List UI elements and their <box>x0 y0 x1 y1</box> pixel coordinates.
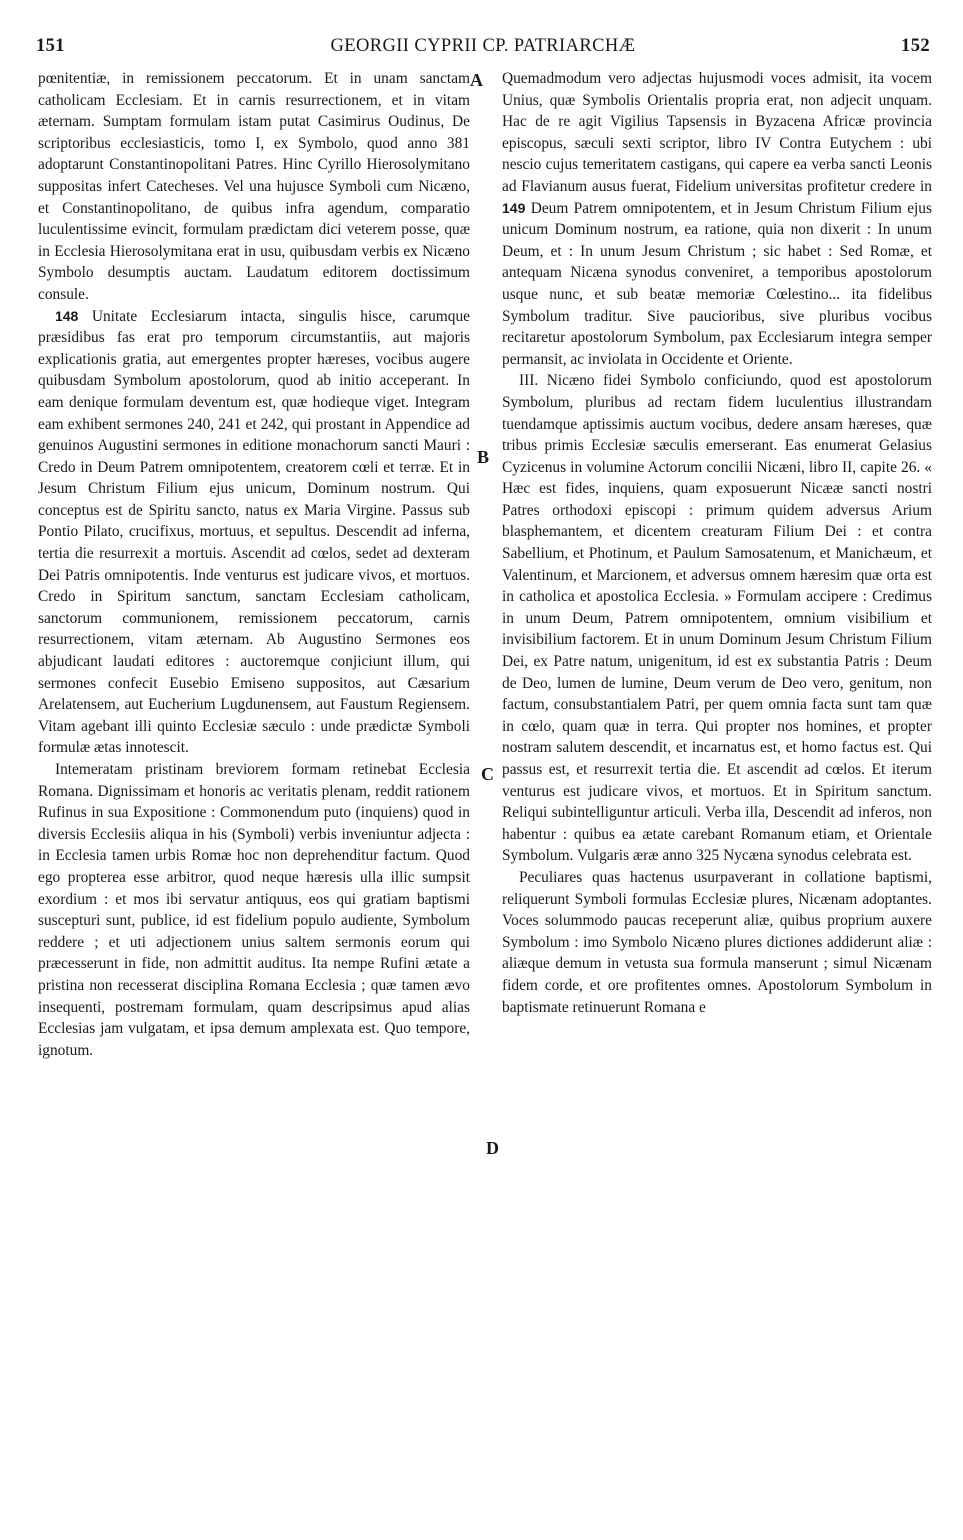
margin-marker-d: D <box>486 1138 499 1158</box>
section-number: 149 <box>502 199 526 216</box>
page-number-right: 152 <box>901 36 930 56</box>
paragraph: Peculiares quas hactenus usurpaverant in collatione baptismi, reliquerunt Symboli formulas Ecclesiæ plures, Nicænam adoptantes. Voces solummodo paucas receperunt aliæ, quibus proprium auxere Symbolum : imo Symbolo Nicæno plures dictiones addiderunt aliæ : aliæque demum in vetusta sua formula manserunt ; simul Nicænam fidem corde, et ore profitentes omnes. Apostolorum Symbolum in baptismate retinuerunt Romana e <box>502 868 932 1016</box>
paragraph <box>38 306 470 759</box>
paragraph: Intemeratam pristinam breviorem formam retinebat Ecclesia Romana. Dignissimam et honoris ac veritatis plenam, reddit rationem Rufinus in sua Expositione : Commonendum puto (inquiens) quod in diversis Ecclesiis aliqua in his (Symboli) verbis inveniuntur adjecta : in Ecclesia tamen urbis Romæ hoc non deprehenditur factum. Quod ego propterea esse arbitror, quod neque hæresis ulla illic sumpsit exordium : et mos ibi servatur antiquus, eos qui gratiam baptismi suscepturi sunt, publice, id est fidelium populo audiente, Symbolum reddere ; et uti adjectionem unius saltem sermonis eorum qui præcesserunt in fide, non admittit auditus. Ita nempe Rufini ætate a pristina non recesserat disciplina Romana Ecclesia ; quæ tamen ævo insequenti, postremam formulam, quam descripsimus apud alias Ecclesias jam vulgatam, et ipsa demum amplexata est. Quo tempore, ignotum. <box>38 761 470 1059</box>
paragraph: III. Nicæno fidei Symbolo conficiundo, quod est apostolorum Symbolum, pluribus ad rectam fidem luculentius illustrandam tuendamque aptissimis auctum vocibus, dedere ansam hæreses, quæ tribus primis Ecclesiæ sæculis emerserant. Eas enumerat Gelasius Cyzicenus in volumine Actorum concilii Nicæni, libro II, capite 26. « Hæc est fides, inquiens, quam exposuerunt Nicææ sancti nostri Patres orthodoxi episcopi : primum quidem adversus Arium blasphemantem, et dicentem creaturam Filium Dei : et contra Sabellium, et Photinum, et Paulum Samosatenum, et Manichæum, et Valentinum, et Marcionem, et adversus omnem hæresim quæ orta est in catholica et apostolica Ecclesia. » Formulam accipere : Credimus in unum Deum, Patrem omnipotentem, omnium visibilium et invisibilium factorem. Et in unum Dominum Jesum Christum Filium Dei, ex Patre natum, unigenitum, id est ex substantia Patris : Deum de Deo, lumen de lumine, Deum verum de Deo vero, genitum, non factum, consubstantialem Patri, per quem omnia facta sunt tam quæ in cœlo, quam quæ in terra. Qui propter nos homines, et propter nostram salutem descendit, et incarnatus est, et homo factus est. Qui passus est, et resurrexit tertia die. Et ascendit ad cœlos. Et iterum venturus est judicare vivos, et mortuos. Et in Spiritum sanctum. Reliqui subintelliguntur articuli. Verba illa, Descendit ad inferos, non habentur : quibus ea ætate carebant Romanum etiam, et Orientale Symbolum. Vulgaris æræ anno 325 Nycæna synodus celebrata est. <box>502 372 932 865</box>
running-title: GEORGII CYPRII CP. PATRIARCHÆ <box>330 36 636 56</box>
paragraph <box>502 68 932 370</box>
left-column <box>38 68 470 1061</box>
paragraph: pœnitentiæ, in remissionem peccatorum. Et in unam sanctam catholicam Ecclesiam. Et in carnis resurrectionem, et in vitam æternam. Sumptam formulam istam putat Casimirus Oudinus, De scriptoribus ecclesiasticis, tomo I, ex Symbolo, quod anno 381 adoptarunt Constantinopolitani Patres. Hinc Cyrillo Hierosolymitano suppositas infert Catecheses. Vel una hujusce Symboli cum Nicæno, et Constantinopolitano, de quibus infra agendum, comparatio luculentissime evincit, formulam prædictam dici veterem posse, quæ in Ecclesia Hierosolymitana erat in usu, quibusdam verbis ex Nicæno Symbolo desumptis auctam. Laudatum editorem doctissimum consule. <box>38 70 470 303</box>
paragraph-text: Unitate Ecclesiarum intacta, singulis hisce, carumque præsidibus fas erat pro temporum circumstantiis, aut majoris explicationis gratia, aut emergentes propter hæreses, vocibus augere quibusdam Symbolum apostolorum, quod ab initio acceperant. In eam denique formulam deventum est, quæ hodieque viget. Integram eam exhibent sermones 240, 241 et 242, qui prostant in Appendice ad genuinos Augustini sermones in editione monachorum sancti Mauri : Credo in Deum Patrem omnipotentem, creatorem cœli et terræ. Et in Jesum Christum Filium ejus unicum, Dominum nostrum. Qui conceptus est de Spiritu sancto, natus ex Maria Virgine. Passus sub Pontio Pilato, crucifixus, mortuus, et sepultus. Descendit ad inferna, tertia die resurrexit a mortuis. Ascendit ad cœlos, sedet ad dexteram Dei Patris omnipotentis. Inde venturus est judicare vivos, et mortuos. Credo in Spiritum sanctum, sanctam Ecclesiam catholicam, sanctorum communionem, remissionem peccatorum, carnis resurrectionem, vitam æternam. Ab Augustino Sermones eos abjudicant laudati editores : auctoremque conjiciunt illum, qui sermones confecit Eusebio Emiseno suppositos, aut Cæsarium Arelatensem, aut Eucherium Lugdunensem, aut Faustum Regiensem. Vitam agebant illi quinto Ecclesiæ sæculo : unde prædictæ Symboli formulæ ætas innotescit. <box>38 307 470 757</box>
paragraph-text: Deum Patrem omnipotentem, et in Jesum Christum Filium ejus unicum Dominum nostrum, ea ratione, quia non dixerit : In unum Deum, et : In unum Jesum Christum ; sic habet : Sed Romæ, et antequam Nicæna synodus conveniret, a temporibus apostolorum usque nunc, et sub beatæ memoriæ Cœlestino... ita fidelibus Symbolum traditur. Sive paucioribus, sive pluribus vocibus recitaretur apostolorum Symbolum, pax Ecclesiarum integra semper permansit, ac inviolata in Occidente et Oriente. <box>502 199 932 368</box>
paragraph-text: Quemadmodum vero adjectas hujusmodi voces admisit, ita vocem Unius, quæ Symbolis Orientalis propria erat, non adjecit unquam. Hac de re agit Vigilius Tapsensis in Byzacena Africæ provincia episcopus, sæculi sexti scriptor, libro IV Contra Eutychem : ubi nescio cujus temeritatem castigans, qui capere ea verba sancti Leonis ad Flavianum ausus fuerat, Fidelium universitas profitetur credere in <box>502 70 932 195</box>
margin-marker-a: A <box>470 70 483 90</box>
margin-marker-c: C <box>481 764 494 784</box>
page-number-left: 151 <box>36 36 65 56</box>
section-number: 148 <box>54 307 79 324</box>
right-column <box>502 68 932 1018</box>
running-header <box>36 36 930 62</box>
margin-marker-b: B <box>477 447 490 467</box>
